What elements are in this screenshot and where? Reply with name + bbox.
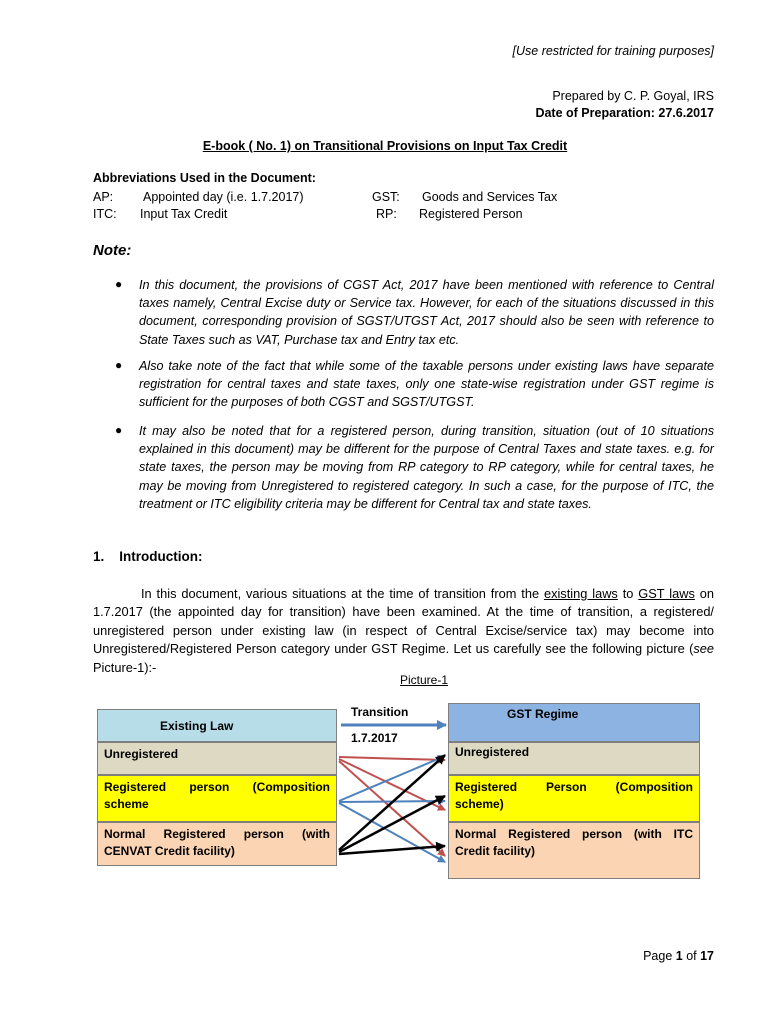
abbr-key-gst: GST:	[372, 190, 400, 204]
note-bullet-3: It may also be noted that for a registered person, during transition, situation (out of 10 situations explained in this document) may be different for the purpose of Central Taxes and state taxes. e.g. for state taxes, the person may be moving from RP category to RP category, while for central taxes, he may be moving from Unregistered to registered category. In such a case, for the purpose of ITC, the treatment or ITC eligibility criteria may be different for Central tax and state taxes.	[139, 424, 714, 511]
bullet-dot: ●	[115, 423, 123, 437]
abbr-value-ap: Appointed day (i.e. 1.7.2017)	[143, 190, 304, 204]
gst-laws-link[interactable]: GST laws	[638, 586, 695, 601]
date-of-preparation: Date of Preparation: 27.6.2017	[535, 106, 714, 120]
intro-text-3: on 1.7.2017 (the appointed day for transition) have been examined. At the time of transition, a registered/ unregistered person under existing law (in respect of Central Excise/service tax) may become into Unregistered/Registered Person category under GST Regime. Let us carefully see the following picture (	[93, 586, 714, 657]
restriction-note-text: [Use restricted for training purposes]	[512, 44, 714, 58]
existing-law-header-text: Existing Law	[160, 719, 234, 733]
note-bullet-2: Also take note of the fact that while some of the taxable persons under existing laws have separate registration for central taxes and state taxes, only one state-wise registration under GST regime is sufficient for the purposes of both CGST and SGST/UTGST.	[139, 359, 714, 410]
picture-caption: Picture-1	[400, 673, 449, 687]
abbr-value-itc: Input Tax Credit	[140, 207, 228, 221]
note-bullet-1: In this document, the provisions of CGST Act, 2017 have been mentioned with reference to Central taxes namely, Central Excise duty or Service tax. However, for each of the situations discussed in this document, corresponding provision of SGST/UTGST Act, 2017 should also be seen with reference to State Taxes such as VAT, Purchase tax and Entry tax etc.	[139, 278, 714, 347]
see-word: see	[693, 641, 714, 657]
note-heading: Note:	[93, 242, 132, 259]
arrow-unreg-to-unreg	[339, 757, 445, 760]
introduction-heading-text: 1. Introduction:	[93, 549, 203, 564]
page-total: 17	[700, 949, 714, 963]
intro-text-1: In this document, various situations at the time of transition from the	[141, 586, 544, 601]
page-number	[643, 949, 714, 963]
arrow-composition-to-unreg	[339, 756, 445, 801]
page-of: of	[682, 949, 701, 963]
gst-normal-row: Normal Registered person (with ITC Credit facility)	[448, 822, 700, 879]
ebook-title: E-book ( No. 1) on Transitional Provisions on Input Tax Credit	[202, 139, 568, 153]
existing-laws-link[interactable]: existing laws	[543, 586, 618, 601]
abbr-key-ap: AP:	[93, 190, 114, 204]
gst-unregistered-row: Unregistered	[448, 742, 700, 775]
gst-composition-row: Registered Person (Composition scheme)	[448, 775, 700, 822]
page-current: 1	[675, 949, 683, 963]
transition-label: Transition	[351, 705, 409, 719]
intro-text-2: to	[617, 586, 639, 601]
prepared-by: Prepared by C. P. Goyal, IRS	[552, 89, 714, 103]
page-prefix: Page	[643, 949, 676, 963]
transition-date: 1.7.2017	[351, 731, 398, 745]
intro-text-4: Picture-1):-	[93, 659, 157, 675]
abbreviations-heading: Abbreviations Used in the Document:	[93, 171, 316, 185]
existing-unregistered-row: Unregistered	[97, 742, 337, 775]
abbr-value-rp: Registered Person	[419, 207, 523, 221]
arrow-normal-to-composition	[339, 796, 445, 852]
bullet-dot: ●	[115, 277, 123, 291]
existing-normal-row: Normal Registered person (with CENVAT Credit facility)	[97, 822, 337, 866]
bullet-dot: ●	[115, 358, 123, 372]
abbr-value-gst: Goods and Services Tax	[422, 190, 558, 204]
abbr-key-itc: ITC:	[93, 207, 117, 221]
gst-regime-header-text: GST Regime	[507, 707, 579, 721]
existing-composition-row: Registered person (Composition scheme	[97, 775, 337, 822]
arrow-unreg-to-normal	[339, 761, 445, 856]
abbr-key-rp: RP:	[376, 207, 397, 221]
